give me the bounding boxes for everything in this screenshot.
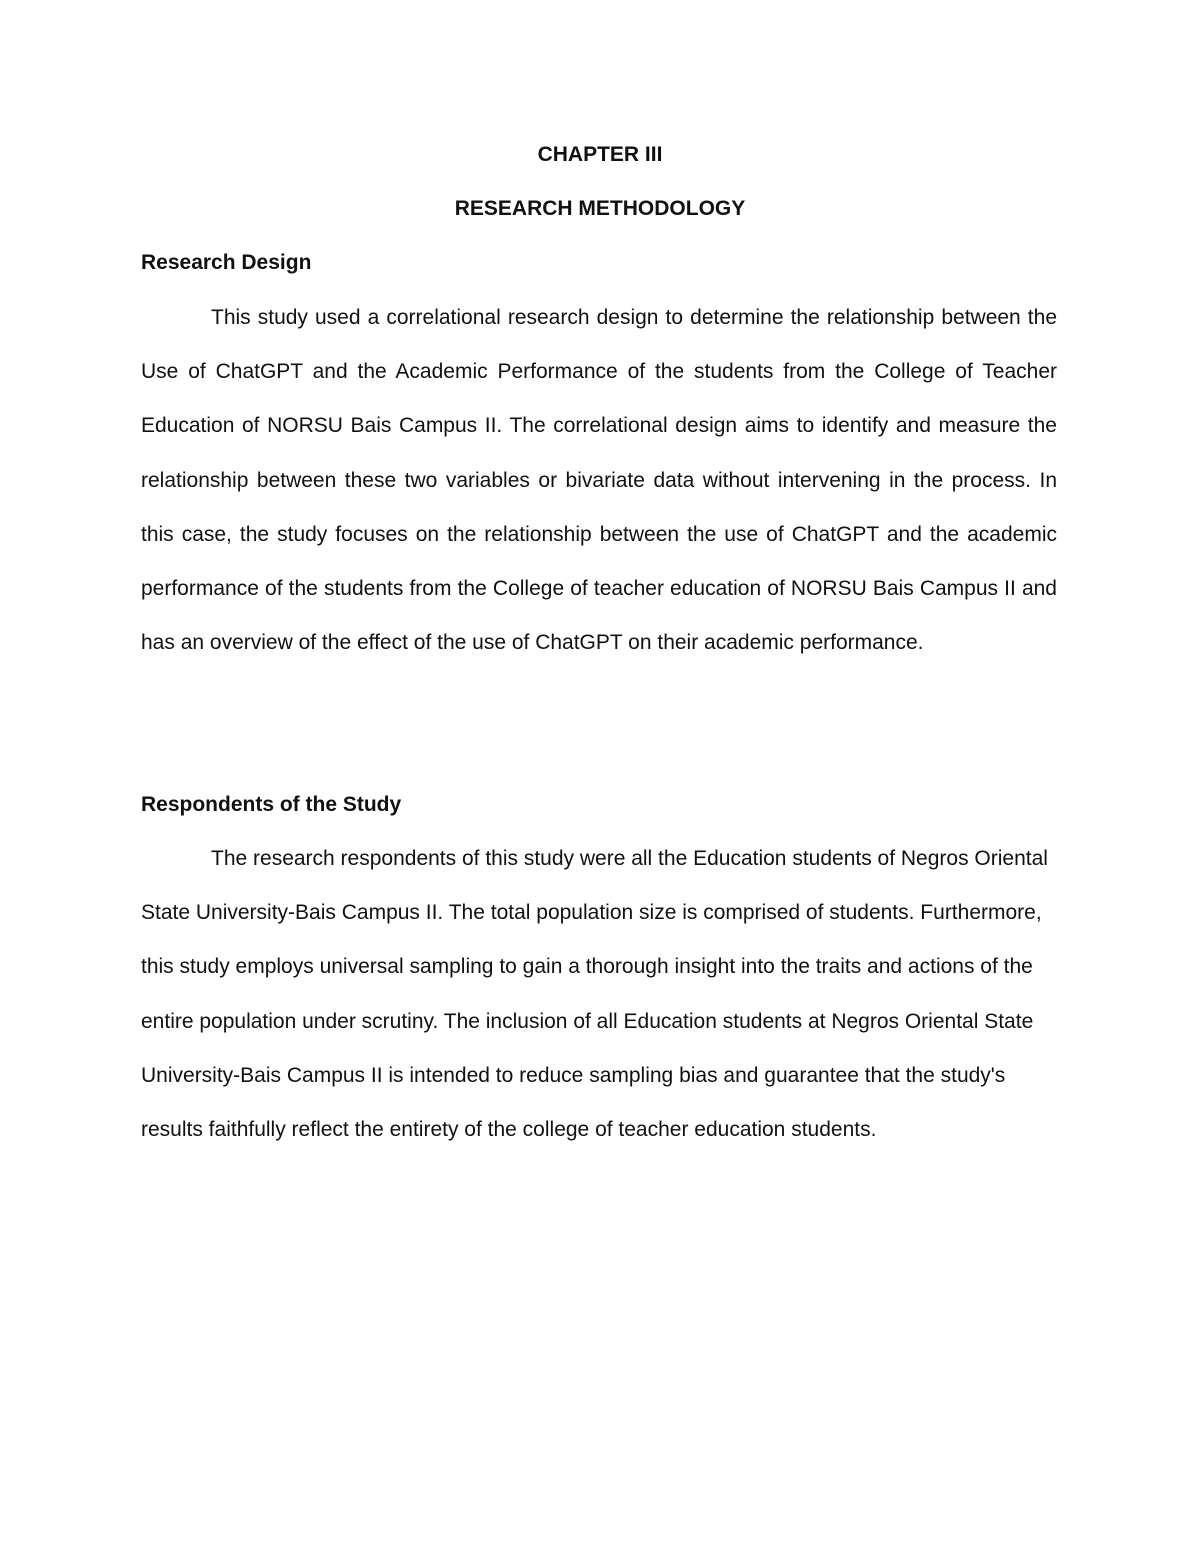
section-heading-respondents: Respondents of the Study bbox=[141, 793, 402, 816]
chapter-label: CHAPTER III bbox=[537, 143, 663, 166]
chapter-title: RESEARCH METHODOLOGY bbox=[454, 197, 746, 220]
research-design-paragraph: This study used a correlational research design to determine the relationship between the Use of ChatGPT and the Academic Performance of the students from the College of Teacher Education of NORSU Bais Campus II. The correlational design aims to identify and measure the relationship between these two variables or bivariate data without intervening in the process. In this case, the study focuses on the relationship between the use of ChatGPT and the academic performance of the students from the College of teacher education of NORSU Bais Campus II and has an overview of the effect of the use of ChatGPT on their academic performance. bbox=[141, 306, 1057, 655]
section-heading-research-design: Research Design bbox=[141, 251, 312, 274]
respondents-paragraph: The research respondents of this study were all the Education students of Negros Oriental State University-Bais Campus II. The total population size is comprised of students. Furthermore, this study employs universal sampling to gain a thorough insight into the traits and actions of the entire population under scrutiny. The inclusion of all Education students at Negros Oriental State University-Bais Campus II is intended to reduce sampling bias and guarantee that the study's results faithfully reflect the entirety of the college of teacher education students. bbox=[141, 847, 1048, 1142]
